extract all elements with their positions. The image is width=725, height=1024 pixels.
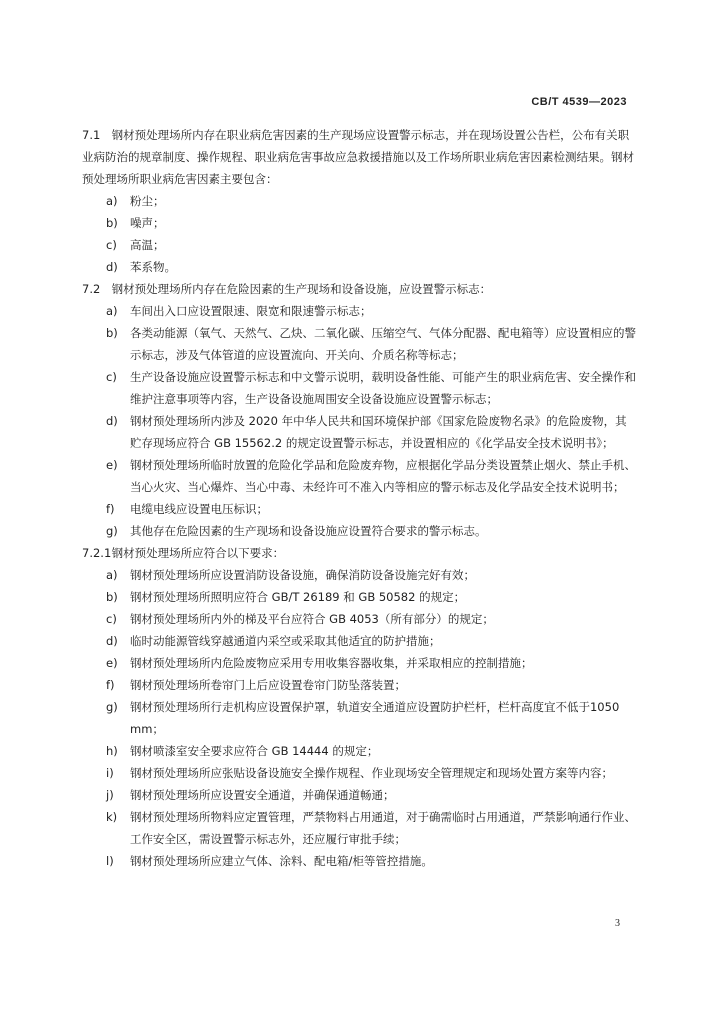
item-text: 钢材预处理场所照明应符合 GB/T 26189 和 GB 50582 的规定；: [130, 590, 466, 604]
item-mark: g): [106, 524, 118, 538]
item-mark: e): [106, 458, 118, 472]
item-text: 苯系物。: [130, 260, 176, 274]
item-text: 生产设备设施应设置警示标志和中文警示说明，载明设备性能、可能产生的职业病危害、安全操作和维护注意事项等内容，生产设备设施周围安全设备设施应设置警示标志；: [130, 370, 636, 406]
item-text: 临时动能源管线穿越通道内采空或采取其他适宜的防护措施；: [130, 634, 441, 648]
list-item: [82, 784, 638, 806]
list-item: [82, 696, 638, 740]
list-item: [82, 674, 638, 696]
list-item: [82, 212, 638, 234]
item-text: 电缆电线应设置电压标识；: [130, 502, 268, 516]
item-mark: f): [106, 678, 115, 692]
item-mark: j): [106, 788, 114, 802]
item-text: 钢材预处理场所物料应定置管理，严禁物料占用通道，对于确需临时占用通道，严禁影响通行作业、工作安全区，需设置警示标志外，还应履行审批手续；: [130, 810, 636, 846]
list-item: [82, 366, 638, 410]
item-text: 钢材预处理场所卷帘门上后应设置卷帘门防坠落装置；: [130, 678, 406, 692]
item-mark: f): [106, 502, 115, 516]
list-item: [82, 806, 638, 850]
list-item: [82, 256, 638, 278]
item-mark: e): [106, 656, 118, 670]
section-text: 钢材预处理场所内存在职业病危害因素的生产现场应设置警示标志，并在现场设置公告栏，公布有关职业病防治的规章制度、操作规程、职业病危害事故应急救援措施以及工作场所职业病危害因素检测结果。钢材预处理场所职业病危害因素主要包含：: [82, 128, 634, 186]
item-mark: d): [106, 260, 118, 274]
item-mark: b): [106, 590, 118, 604]
list-item: [82, 322, 638, 366]
item-text: 钢材预处理场所应设置消防设备设施，确保消防设备设施完好有效；: [130, 568, 475, 582]
item-mark: k): [106, 810, 118, 824]
item-mark: a): [106, 304, 118, 318]
list-item: [82, 850, 638, 872]
item-text: 钢材喷漆室安全要求应符合 GB 14444 的规定；: [130, 744, 379, 758]
section-text: 钢材预处理场所应符合以下要求：: [111, 546, 285, 560]
item-mark: d): [106, 414, 118, 428]
item-text: 钢材预处理场所应张贴设备设施安全操作规程、作业现场安全管理规定和现场处置方案等内容；: [130, 766, 613, 780]
item-mark: b): [106, 326, 118, 340]
section-number: 7.2.1: [82, 546, 112, 560]
list-item: [82, 608, 638, 630]
section-text: 钢材预处理场所内存在危险因素的生产现场和设备设施，应设置警示标志：: [111, 282, 492, 296]
item-mark: c): [106, 612, 117, 626]
item-mark: c): [106, 370, 117, 384]
item-text: 钢材预处理场所临时放置的危险化学品和危险废弃物，应根据化学品分类设置禁止烟火、禁止手机、当心火灾、当心爆炸、当心中毒、未经许可不准入内等相应的警示标志及化学品安全技术说明书；: [130, 458, 636, 494]
item-text: 各类动能源（氧气、天然气、乙炔、二氧化碳、压缩空气、气体分配器、配电箱等）应设置相应的警示标志，涉及气体管道的应设置流向、开关向、介质名称等标志；: [130, 326, 636, 362]
item-mark: i): [106, 766, 114, 780]
list-item: [82, 586, 638, 608]
standard-code: CB/T 4539—2023: [531, 96, 627, 108]
item-mark: d): [106, 634, 118, 648]
item-text: 粉尘；: [130, 194, 165, 208]
item-text: 噪声；: [130, 216, 165, 230]
item-text: 钢材预处理场所应建立气体、涂料、配电箱/柜等管控措施。: [130, 854, 433, 868]
page-number: 3: [615, 918, 620, 929]
list-item: [82, 630, 638, 652]
page-content: [82, 124, 638, 872]
item-mark: a): [106, 194, 118, 208]
list-item: [82, 564, 638, 586]
list-item: [82, 652, 638, 674]
section-number: 7.2: [82, 282, 101, 296]
item-mark: a): [106, 568, 118, 582]
list-item: [82, 234, 638, 256]
item-mark: h): [106, 744, 118, 758]
list-item: [82, 498, 638, 520]
item-mark: b): [106, 216, 118, 230]
item-text: 钢材预处理场所内外的梯及平台应符合 GB 4053（所有部分）的规定；: [130, 612, 494, 626]
list-item: [82, 762, 638, 784]
section-number: 7.1: [82, 128, 101, 142]
section-7-2: [82, 278, 638, 300]
item-text: 高温；: [130, 238, 165, 252]
section-7-1: [82, 124, 638, 190]
item-mark: g): [106, 700, 118, 714]
section-7-2-1: [82, 542, 638, 564]
list-item: [82, 410, 638, 454]
item-text: 钢材预处理场所行走机构应设置保护罩，轨道安全通道应设置防护栏杆，栏杆高度宜不低于1050 mm；: [130, 700, 620, 736]
item-text: 钢材预处理场所应设置安全通道，并确保通道畅通；: [130, 788, 395, 802]
list-item: [82, 454, 638, 498]
list-item: [82, 190, 638, 212]
item-text: 其他存在危险因素的生产现场和设备设施应设置符合要求的警示标志。: [130, 524, 487, 538]
item-mark: c): [106, 238, 117, 252]
list-item: [82, 300, 638, 322]
item-mark: l): [106, 854, 114, 868]
item-text: 车间出入口应设置限速、限宽和限速警示标志；: [130, 304, 372, 318]
item-text: 钢材预处理场所内涉及 2020 年中华人民共和国环境保护部《国家危险废物名录》的危险废物，其贮存现场应符合 GB 15562.2 的规定设置警示标志，并设置相应的《化学品安全技术说明书》；: [130, 414, 627, 450]
list-item: [82, 740, 638, 762]
item-text: 钢材预处理场所内危险废物应采用专用收集容器收集，并采取相应的控制措施；: [130, 656, 533, 670]
list-item: [82, 520, 638, 542]
